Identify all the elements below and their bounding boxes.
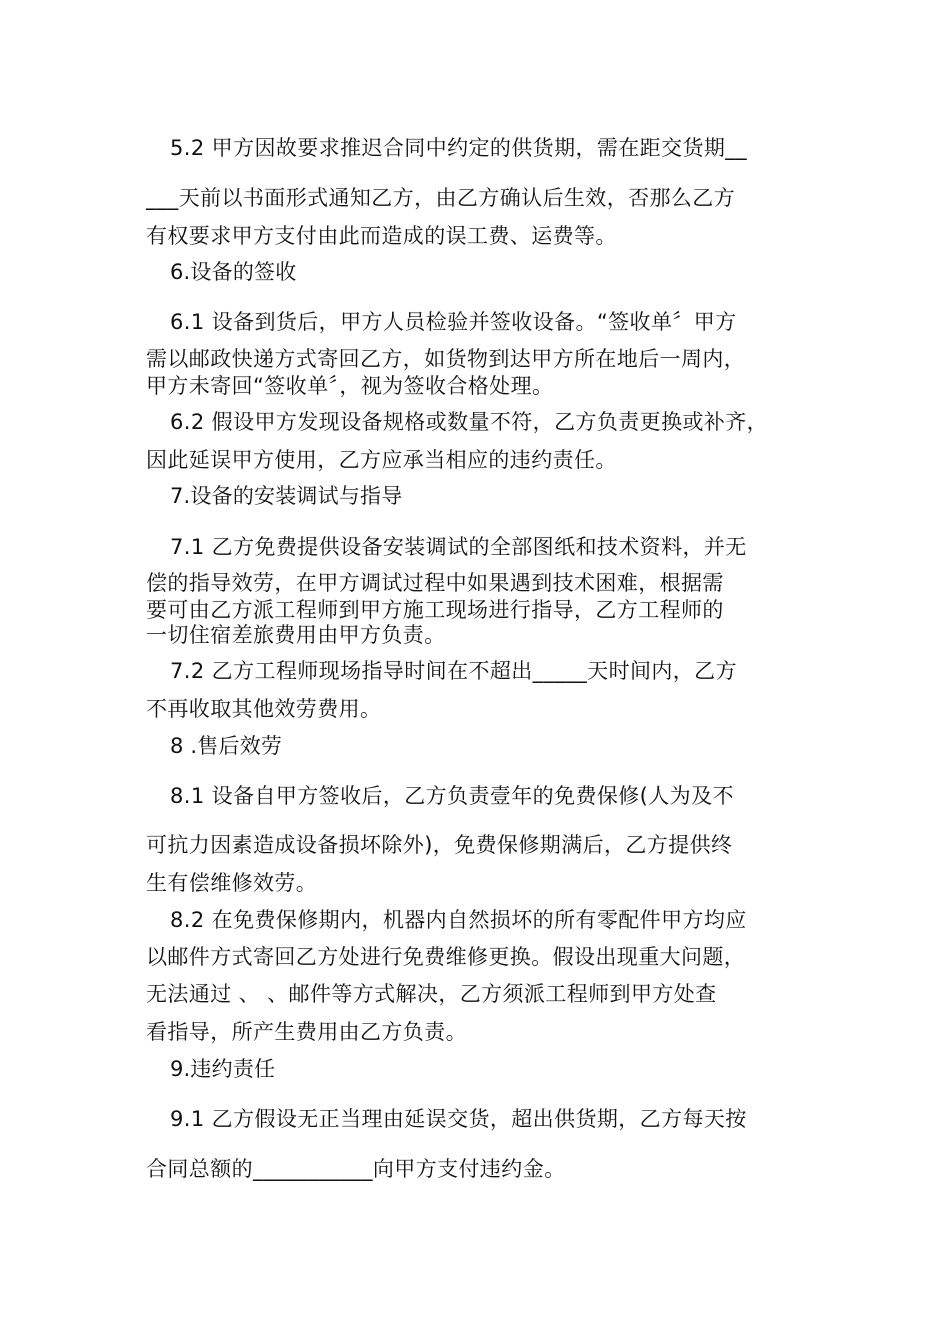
section-6-heading: 6.设备的签收 (170, 260, 297, 284)
clause-8-1-line-1: 8.1 设备自甲方签收后，乙方负责壹年的免费保修(人为及不 (170, 784, 734, 808)
clause-6-1-line-3: 甲方未寄回“签收单〞，视为签收合格处理。 (146, 374, 554, 398)
clause-5-2-line-1: 5.2 甲方因故要求推迟合同中约定的供货期，需在距交货期__ (170, 136, 748, 160)
clause-7-1-line-2: 偿的指导效劳，在甲方调试过程中如果遇到技术困难，根据需 (146, 571, 724, 595)
clause-5-2-line-3: 有权要求甲方支付由此而造成的误工费、运费等。 (146, 224, 617, 248)
clause-6-1-line-2: 需以邮政快递方式寄回乙方，如货物到达甲方所在地后一周内， (146, 347, 746, 371)
clause-7-1-line-1: 7.1 乙方免费提供设备安装调试的全部图纸和技术资料，并无 (170, 535, 747, 559)
clause-7-1-line-3: 要可由乙方派工程师到甲方施工现场进行指导，乙方工程师的 (146, 598, 724, 622)
clause-7-2-line-2: 不再收取其他效劳费用。 (146, 697, 382, 721)
section-7-heading: 7.设备的安装调试与指导 (170, 484, 403, 508)
clause-6-2-line-1: 6.2 假设甲方发现设备规格或数量不符，乙方负责更换或补齐， (170, 410, 769, 434)
clause-5-2-line-2: ___天前以书面形式通知乙方，由乙方确认后生效，否那么乙方 (146, 186, 736, 210)
clause-8-2-line-3: 无法通过 、 、邮件等方式解决，乙方须派工程师到甲方处查 (146, 982, 717, 1006)
clause-6-1-line-1: 6.1 设备到货后，甲方人员检验并签收设备。“签收单〞甲方 (170, 310, 737, 334)
clause-9-1-line-2: 合同总额的___________向甲方支付违约金。 (146, 1157, 566, 1181)
clause-8-2-line-4: 看指导，所产生费用由乙方负责。 (146, 1020, 467, 1044)
clause-6-2-line-2: 因此延误甲方使用，乙方应承当相应的违约责任。 (146, 448, 617, 472)
clause-8-2-line-2: 以邮件方式寄回乙方处进行免费维修更换。假设出现重大问题， (146, 945, 746, 969)
clause-7-1-line-4: 一切住宿差旅费用由甲方负责。 (146, 623, 446, 647)
section-8-heading: 8 .售后效劳 (170, 734, 283, 758)
clause-8-2-line-1: 8.2 在免费保修期内，机器内自然损坏的所有零配件甲方均应 (170, 908, 747, 932)
clause-8-1-line-3: 生有偿维修效劳。 (146, 871, 318, 895)
clause-7-2-line-1: 7.2 乙方工程师现场指导时间在不超出_____天时间内，乙方 (170, 659, 737, 683)
clause-9-1-line-1: 9.1 乙方假设无正当理由延误交货，超出供货期，乙方每天按 (170, 1107, 747, 1131)
section-9-heading: 9.违约责任 (170, 1057, 276, 1081)
clause-8-1-line-2: 可抗力因素造成设备损坏除外)，免费保修期满后，乙方提供终 (146, 833, 733, 857)
